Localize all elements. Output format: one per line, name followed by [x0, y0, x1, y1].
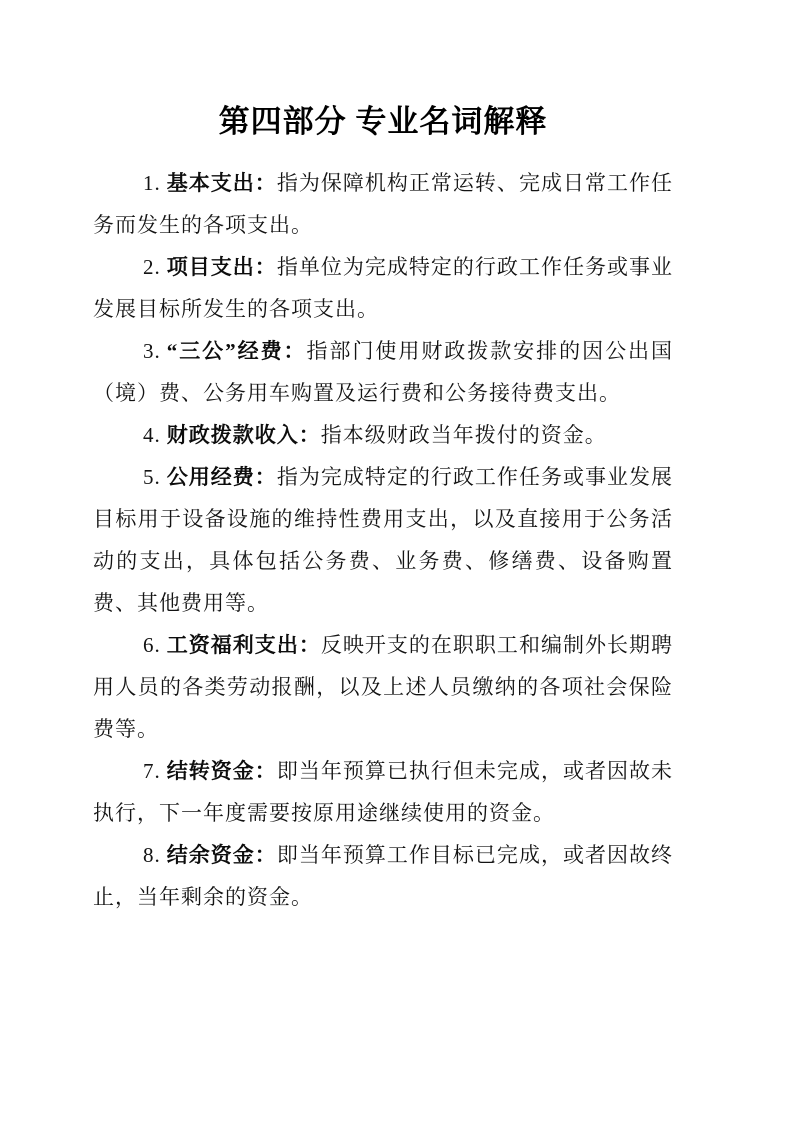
term-number: 6.: [143, 633, 161, 657]
term-paragraph-surplus-funds: [93, 834, 673, 918]
term-label: 基本支出：: [166, 171, 277, 195]
term-number: 5.: [143, 465, 161, 489]
term-paragraph-three-public-funds: [93, 330, 673, 414]
page-title: 第四部分 专业名词解释: [218, 104, 548, 139]
term-paragraph-fiscal-appropriation-income: [93, 414, 673, 456]
term-definition: 反映开支的在职职工和编制外长期聘用人员的各类劳动报酬，以及上述人员缴纳的各项社会保险费等。: [93, 633, 674, 741]
term-label: 结余资金：: [166, 843, 277, 867]
term-paragraph-salary-welfare-expenditure: [93, 624, 673, 750]
term-definition: 即当年预算已执行但未完成，或者因故未执行，下一年度需要按原用途继续使用的资金。: [93, 759, 674, 825]
term-number: 2.: [143, 255, 161, 279]
term-paragraph-carryover-funds: [93, 750, 673, 834]
term-label: 工资福利支出：: [166, 633, 321, 657]
term-paragraph-basic-expenditure: [93, 162, 673, 246]
term-definition: 指部门使用财政拨款安排的因公出国（境）费、公务用车购置及运行费和公务接待费支出。: [93, 339, 674, 405]
term-number: 8.: [143, 843, 161, 867]
term-label: 结转资金：: [166, 759, 277, 783]
term-definition: 指单位为完成特定的行政工作任务或事业发展目标所发生的各项支出。: [93, 255, 674, 321]
term-paragraph-public-funds: [93, 456, 673, 624]
term-paragraph-project-expenditure: [93, 246, 673, 330]
term-number: 1.: [143, 171, 161, 195]
term-label: “三公”经费：: [166, 339, 307, 363]
term-number: 7.: [143, 759, 161, 783]
term-label: 财政拨款收入：: [166, 423, 321, 447]
term-number: 4.: [143, 423, 161, 447]
term-definition: 即当年预算工作目标已完成，或者因故终止，当年剩余的资金。: [93, 843, 674, 909]
term-number: 3.: [143, 339, 161, 363]
term-label: 项目支出：: [166, 255, 277, 279]
term-definition: 指为保障机构正常运转、完成日常工作任务而发生的各项支出。: [93, 171, 674, 237]
term-definition: 指为完成特定的行政工作任务或事业发展目标用于设备设施的维持性费用支出，以及直接用于公务活动的支出，具体包括公务费、业务费、修缮费、设备购置费、其他费用等。: [93, 465, 674, 615]
term-definition: 指本级财政当年拨付的资金。: [320, 423, 607, 447]
term-label: 公用经费：: [166, 465, 277, 489]
